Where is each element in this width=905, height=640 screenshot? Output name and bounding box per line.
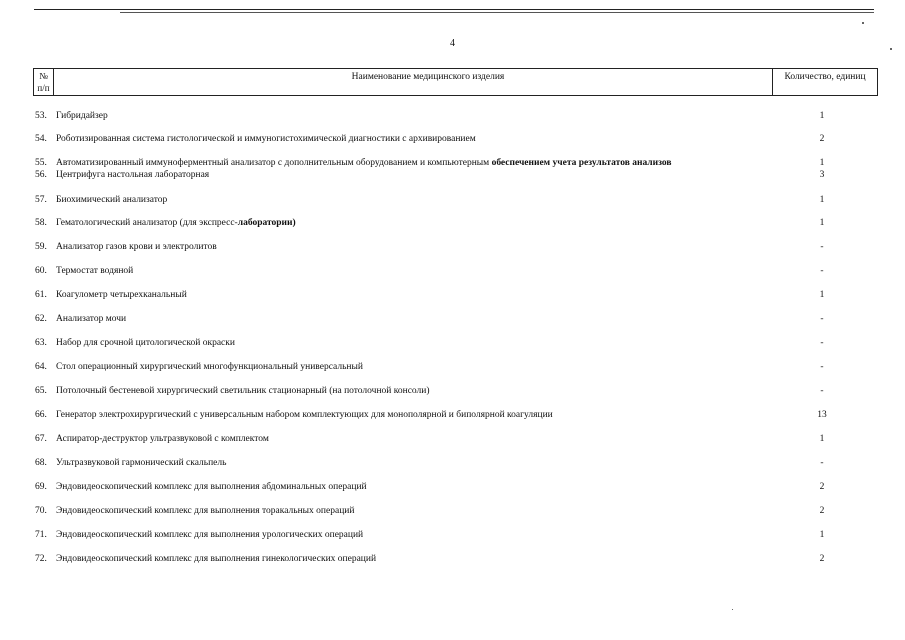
row-name-text: Коагулометр четырехканальный — [56, 290, 187, 300]
row-name-text: Биохимический анализатор — [56, 195, 168, 205]
row-name-bold: лаборатории) — [237, 218, 296, 228]
row-name-text: Эндовидеоскопический комплекс для выполнения торакальных операций — [56, 506, 355, 516]
row-quantity: 1 — [819, 434, 825, 444]
row-number: 58. — [35, 218, 47, 228]
table-header — [33, 68, 878, 96]
row-name — [56, 110, 796, 122]
table-row — [0, 157, 905, 169]
row-quantity: 1 — [819, 290, 825, 300]
table-row — [0, 553, 905, 565]
row-name — [56, 217, 796, 229]
scan-speck — [732, 609, 733, 610]
row-name-text: Набор для срочной цитологической окраски — [56, 338, 235, 348]
row-name-text: Потолочный бестеневой хирургический светильник стационарный (на потолочной консоли) — [56, 386, 430, 396]
table-row — [0, 409, 905, 421]
row-quantity: 2 — [819, 554, 825, 564]
row-quantity: 2 — [819, 134, 825, 144]
row-name — [56, 289, 796, 301]
table-row — [0, 313, 905, 325]
row-quantity: 1 — [819, 111, 825, 121]
table-row — [0, 265, 905, 277]
row-name — [56, 133, 796, 145]
row-number: 56. — [35, 170, 47, 180]
row-name-text: Эндовидеоскопический комплекс для выполнения урологических операций — [56, 530, 364, 540]
scan-speck — [890, 48, 892, 50]
row-quantity: 1 — [819, 530, 825, 540]
header-number-label: № п/п — [37, 71, 50, 93]
row-name — [56, 481, 796, 493]
row-name — [56, 385, 796, 397]
row-name-text: Аспиратор-деструктор ультразвуковой с комплектом — [56, 434, 269, 444]
row-name-text: Центрифуга настольная лабораторная — [56, 170, 210, 180]
row-name-text: Автоматизированный иммуноферментный анализатор с дополнительным оборудованием и компьютерным — [56, 158, 492, 168]
row-quantity: - — [820, 362, 824, 372]
table-row — [0, 457, 905, 469]
row-number: 53. — [35, 111, 47, 121]
row-quantity: 1 — [819, 158, 825, 168]
row-name — [56, 409, 796, 421]
top-rule — [34, 9, 874, 10]
table-row — [0, 433, 905, 445]
table-row — [0, 337, 905, 349]
row-quantity: 1 — [819, 218, 825, 228]
row-quantity: - — [820, 266, 824, 276]
row-number: 65. — [35, 386, 47, 396]
row-number: 64. — [35, 362, 47, 372]
row-name — [56, 169, 796, 181]
row-number: 63. — [35, 338, 47, 348]
row-number: 66. — [35, 410, 47, 420]
row-name — [56, 553, 796, 565]
header-name: Наименование медицинского изделия — [351, 72, 505, 82]
table-row — [0, 361, 905, 373]
row-number: 68. — [35, 458, 47, 468]
row-name — [56, 457, 796, 469]
table-row — [0, 217, 905, 229]
row-number: 55. — [35, 158, 47, 168]
row-name — [56, 433, 796, 445]
table-row — [0, 241, 905, 253]
row-quantity: - — [820, 314, 824, 324]
table-row — [0, 133, 905, 145]
row-name-text: Эндовидеоскопический комплекс для выполнения абдоминальных операций — [56, 482, 367, 492]
row-number: 62. — [35, 314, 47, 324]
row-name — [56, 265, 796, 277]
row-number: 61. — [35, 290, 47, 300]
row-number: 72. — [35, 554, 47, 564]
row-name-text: Роботизированная система гистологической и иммуногистохимической диагностики с архивированием — [56, 134, 476, 144]
row-name-text: Ультразвуковой гармонический скальпель — [56, 458, 227, 468]
row-number: 71. — [35, 530, 47, 540]
page-number: 4 — [450, 38, 455, 49]
row-number: 69. — [35, 482, 47, 492]
table-row — [0, 481, 905, 493]
top-rule-secondary — [120, 12, 874, 13]
row-quantity: - — [820, 338, 824, 348]
row-name-text: Гематологический анализатор (для экспресс- — [56, 218, 238, 228]
row-name — [56, 194, 796, 206]
header-number — [34, 69, 54, 95]
table-row — [0, 529, 905, 541]
row-number: 67. — [35, 434, 47, 444]
row-name-text: Генератор электрохирургический с универсальным набором комплектующих для монополярной и биполярной коагуляции — [56, 410, 553, 420]
table-row — [0, 110, 905, 122]
table-row — [0, 289, 905, 301]
row-number: 57. — [35, 195, 47, 205]
row-quantity: - — [820, 458, 824, 468]
row-name — [56, 529, 796, 541]
row-number: 60. — [35, 266, 47, 276]
scan-speck — [862, 22, 864, 24]
row-name — [56, 505, 796, 517]
row-name-text: Анализатор мочи — [56, 314, 127, 324]
row-number: 59. — [35, 242, 47, 252]
row-name-text: Термостат водяной — [56, 266, 134, 276]
row-number: 70. — [35, 506, 47, 516]
table-row — [0, 169, 905, 181]
row-quantity: - — [820, 242, 824, 252]
table-row — [0, 194, 905, 206]
row-name-text: Эндовидеоскопический комплекс для выполнения гинекологических операций — [56, 554, 377, 564]
table-row — [0, 505, 905, 517]
table-row — [0, 385, 905, 397]
row-quantity: 2 — [819, 482, 825, 492]
row-name — [56, 337, 796, 349]
row-name — [56, 313, 796, 325]
row-name-text: Гибридайзер — [56, 111, 108, 121]
header-quantity: Количество, единиц — [772, 69, 877, 95]
row-name-text: Анализатор газов крови и электролитов — [56, 242, 217, 252]
row-name — [56, 361, 796, 373]
row-number: 54. — [35, 134, 47, 144]
row-quantity: 2 — [819, 506, 825, 516]
row-quantity: 13 — [817, 410, 827, 420]
row-quantity: - — [820, 386, 824, 396]
row-quantity: 3 — [819, 170, 825, 180]
row-quantity: 1 — [819, 195, 825, 205]
row-name-bold: обеспечением учета результатов анализов — [491, 158, 672, 168]
row-name-text: Стол операционный хирургический многофункциональный универсальный — [56, 362, 363, 372]
row-name — [56, 157, 796, 169]
row-name — [56, 241, 796, 253]
